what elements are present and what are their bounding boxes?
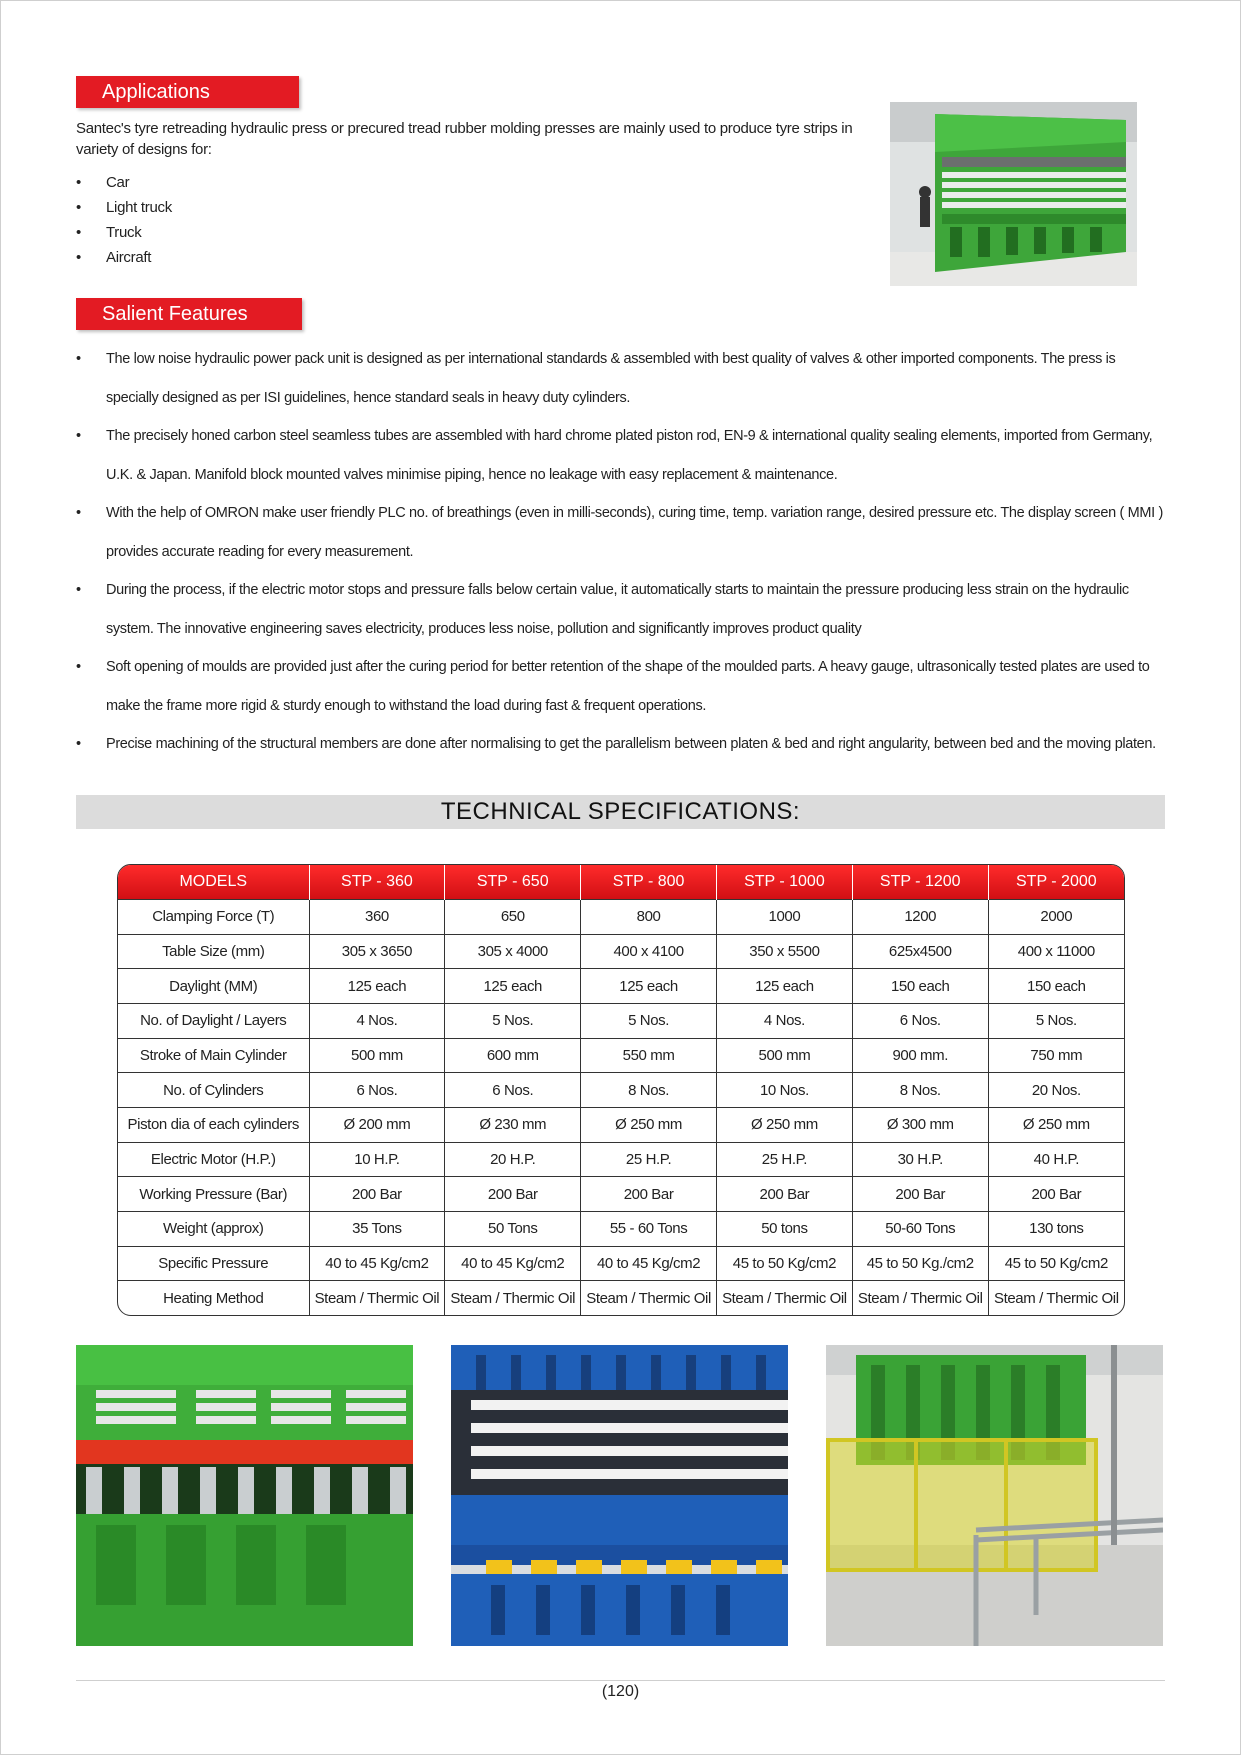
table-cell: Weight (approx) (118, 1211, 309, 1246)
list-item: • Soft opening of moulds are provided just after the curing period for better retention of the shape of the moulded parts. A heavy gauge, ultrasonically tested plates are used to make the frame more rigid & sturdy enough to withstand the load during fast & frequent operations. (76, 648, 1166, 725)
tech-specs-title: TECHNICAL SPECIFICATIONS: (76, 795, 1165, 829)
table-cell: 400 x 11000 (988, 934, 1124, 969)
page-number: (120) (601, 1683, 640, 1700)
table-cell: 8 Nos. (852, 1073, 988, 1108)
column-header: STP - 2000 (988, 865, 1124, 900)
press-photo-blue (451, 1345, 788, 1646)
table-cell: 10 H.P. (309, 1142, 445, 1177)
table-row (118, 934, 1124, 969)
list-item: • Precise machining of the structural members are done after normalising to get the parallelism between platen & bed and right angularity, between bed and the moving platen. (76, 725, 1166, 764)
table-cell: 200 Bar (716, 1177, 852, 1212)
table-cell: 5 Nos. (988, 1003, 1124, 1038)
column-header: STP - 650 (445, 865, 581, 900)
table-cell: 130 tons (988, 1211, 1124, 1246)
press-photo-green-top (890, 102, 1137, 286)
table-cell: Ø 250 mm (988, 1107, 1124, 1142)
table-cell: 200 Bar (581, 1177, 717, 1212)
table-row (118, 1003, 1124, 1038)
table-cell: 30 H.P. (852, 1142, 988, 1177)
table-cell: 50 Tons (445, 1211, 581, 1246)
table-cell: 125 each (581, 969, 717, 1004)
table-cell: Electric Motor (H.P.) (118, 1142, 309, 1177)
salient-features-heading: Salient Features (76, 298, 302, 330)
table-cell: 200 Bar (988, 1177, 1124, 1212)
table-cell: 40 to 45 Kg/cm2 (445, 1246, 581, 1281)
table-row (118, 1281, 1124, 1315)
table-cell: Steam / Thermic Oil (852, 1281, 988, 1315)
table-row (118, 1177, 1124, 1212)
table-cell: No. of Cylinders (118, 1073, 309, 1108)
table-row (118, 1246, 1124, 1281)
table-cell: 200 Bar (852, 1177, 988, 1212)
table-cell: 6 Nos. (445, 1073, 581, 1108)
table-cell: 45 to 50 Kg/cm2 (716, 1246, 852, 1281)
table-cell: 5 Nos. (581, 1003, 717, 1038)
column-header: STP - 360 (309, 865, 445, 900)
table-cell: Clamping Force (T) (118, 900, 309, 935)
table-cell: Ø 230 mm (445, 1107, 581, 1142)
table-cell: No. of Daylight / Layers (118, 1003, 309, 1038)
table-cell: 25 H.P. (716, 1142, 852, 1177)
tech-specs-table (117, 864, 1125, 1316)
list-item: • With the help of OMRON make user friendly PLC no. of breathings (even in milli-seconds), curing time, temp. variation range, desired pressure etc. The display screen ( MMI ) provides accurate reading for every measurement. (76, 494, 1166, 571)
applications-list (76, 170, 172, 270)
table-cell: 20 Nos. (988, 1073, 1124, 1108)
table-cell: 4 Nos. (309, 1003, 445, 1038)
table-cell: 1200 (852, 900, 988, 935)
press-photo-green-guarded (826, 1345, 1163, 1646)
table-cell: 6 Nos. (309, 1073, 445, 1108)
table-cell: 40 H.P. (988, 1142, 1124, 1177)
list-item: • Aircraft (76, 245, 172, 270)
list-item: • The low noise hydraulic power pack unit is designed as per international standards & assembled with best quality of valves & other imported components. The press is specially designed as per ISI guidelines, hence standard seals in heavy duty cylinders. (76, 340, 1166, 417)
column-header: STP - 800 (581, 865, 717, 900)
table-cell: 600 mm (445, 1038, 581, 1073)
table-cell: 35 Tons (309, 1211, 445, 1246)
table-cell: 350 x 5500 (716, 934, 852, 969)
list-item: • The precisely honed carbon steel seamless tubes are assembled with hard chrome plated piston rod, EN-9 & international quality sealing elements, imported from Germany, U.K. & Japan. Manifold block mounted valves minimise piping, hence no leakage with easy replacement & maintenance. (76, 417, 1166, 494)
table-cell: Piston dia of each cylinders (118, 1107, 309, 1142)
list-item: • Light truck (76, 195, 172, 220)
table-cell: 45 to 50 Kg/cm2 (988, 1246, 1124, 1281)
table-cell: 6 Nos. (852, 1003, 988, 1038)
table-cell: 305 x 3650 (309, 934, 445, 969)
table-cell: 50-60 Tons (852, 1211, 988, 1246)
table-cell: 750 mm (988, 1038, 1124, 1073)
table-cell: Heating Method (118, 1281, 309, 1315)
table-cell: 40 to 45 Kg/cm2 (581, 1246, 717, 1281)
table-cell: 500 mm (716, 1038, 852, 1073)
column-header: STP - 1200 (852, 865, 988, 900)
applications-intro: Santec's tyre retreading hydraulic press or precured tread rubber molding presses are mainly used to produce tyre strips in variety of designs for: (76, 120, 853, 158)
press-photo-green-closeup (76, 1345, 413, 1646)
table-cell: 50 tons (716, 1211, 852, 1246)
table-cell: Stroke of Main Cylinder (118, 1038, 309, 1073)
table-row (118, 1073, 1124, 1108)
table-cell: 1000 (716, 900, 852, 935)
table-cell: 45 to 50 Kg./cm2 (852, 1246, 988, 1281)
table-cell: Ø 250 mm (716, 1107, 852, 1142)
table-cell: 8 Nos. (581, 1073, 717, 1108)
table-row (118, 900, 1124, 935)
table-cell: 25 H.P. (581, 1142, 717, 1177)
table-row (118, 1107, 1124, 1142)
column-header: MODELS (118, 865, 309, 900)
table-cell: 4 Nos. (716, 1003, 852, 1038)
footer-divider (76, 1680, 1165, 1681)
table-cell: 125 each (445, 969, 581, 1004)
table-cell: Working Pressure (Bar) (118, 1177, 309, 1212)
applications-heading: Applications (76, 76, 299, 108)
table-cell: Ø 250 mm (581, 1107, 717, 1142)
table-row (118, 969, 1124, 1004)
table-cell: 625x4500 (852, 934, 988, 969)
table-cell: Steam / Thermic Oil (988, 1281, 1124, 1315)
table-cell: 55 - 60 Tons (581, 1211, 717, 1246)
table-cell: 10 Nos. (716, 1073, 852, 1108)
table-cell: 900 mm. (852, 1038, 988, 1073)
table-row (118, 1211, 1124, 1246)
table-cell: 20 H.P. (445, 1142, 581, 1177)
list-item: • Truck (76, 220, 172, 245)
table-cell: 650 (445, 900, 581, 935)
table-cell: Steam / Thermic Oil (445, 1281, 581, 1315)
table-cell: Steam / Thermic Oil (309, 1281, 445, 1315)
table-cell: 200 Bar (309, 1177, 445, 1212)
table-header-row (118, 865, 1124, 900)
table-cell: Daylight (MM) (118, 969, 309, 1004)
column-header: STP - 1000 (716, 865, 852, 900)
table-row (118, 1142, 1124, 1177)
list-item: • Car (76, 170, 172, 195)
table-cell: 400 x 4100 (581, 934, 717, 969)
list-item: • During the process, if the electric motor stops and pressure falls below certain value, it automatically starts to maintain the pressure producing less strain on the hydraulic system. The innovative engineering saves electricity, produces less noise, pollution and significantly improves product quality (76, 571, 1166, 648)
table-cell: Table Size (mm) (118, 934, 309, 969)
table-cell: Ø 300 mm (852, 1107, 988, 1142)
table-cell: 150 each (852, 969, 988, 1004)
table-cell: 500 mm (309, 1038, 445, 1073)
table-cell: 360 (309, 900, 445, 935)
table-cell: 125 each (716, 969, 852, 1004)
table-cell: 200 Bar (445, 1177, 581, 1212)
table-cell: Specific Pressure (118, 1246, 309, 1281)
table-cell: 800 (581, 900, 717, 935)
table-cell: 305 x 4000 (445, 934, 581, 969)
table-cell: 125 each (309, 969, 445, 1004)
salient-features-list (76, 340, 1166, 764)
table-row (118, 1038, 1124, 1073)
table-cell: Steam / Thermic Oil (716, 1281, 852, 1315)
table-cell: 5 Nos. (445, 1003, 581, 1038)
table-cell: 550 mm (581, 1038, 717, 1073)
table-cell: 150 each (988, 969, 1124, 1004)
table-cell: Steam / Thermic Oil (581, 1281, 717, 1315)
table-cell: Ø 200 mm (309, 1107, 445, 1142)
table-cell: 2000 (988, 900, 1124, 935)
table-cell: 40 to 45 Kg/cm2 (309, 1246, 445, 1281)
